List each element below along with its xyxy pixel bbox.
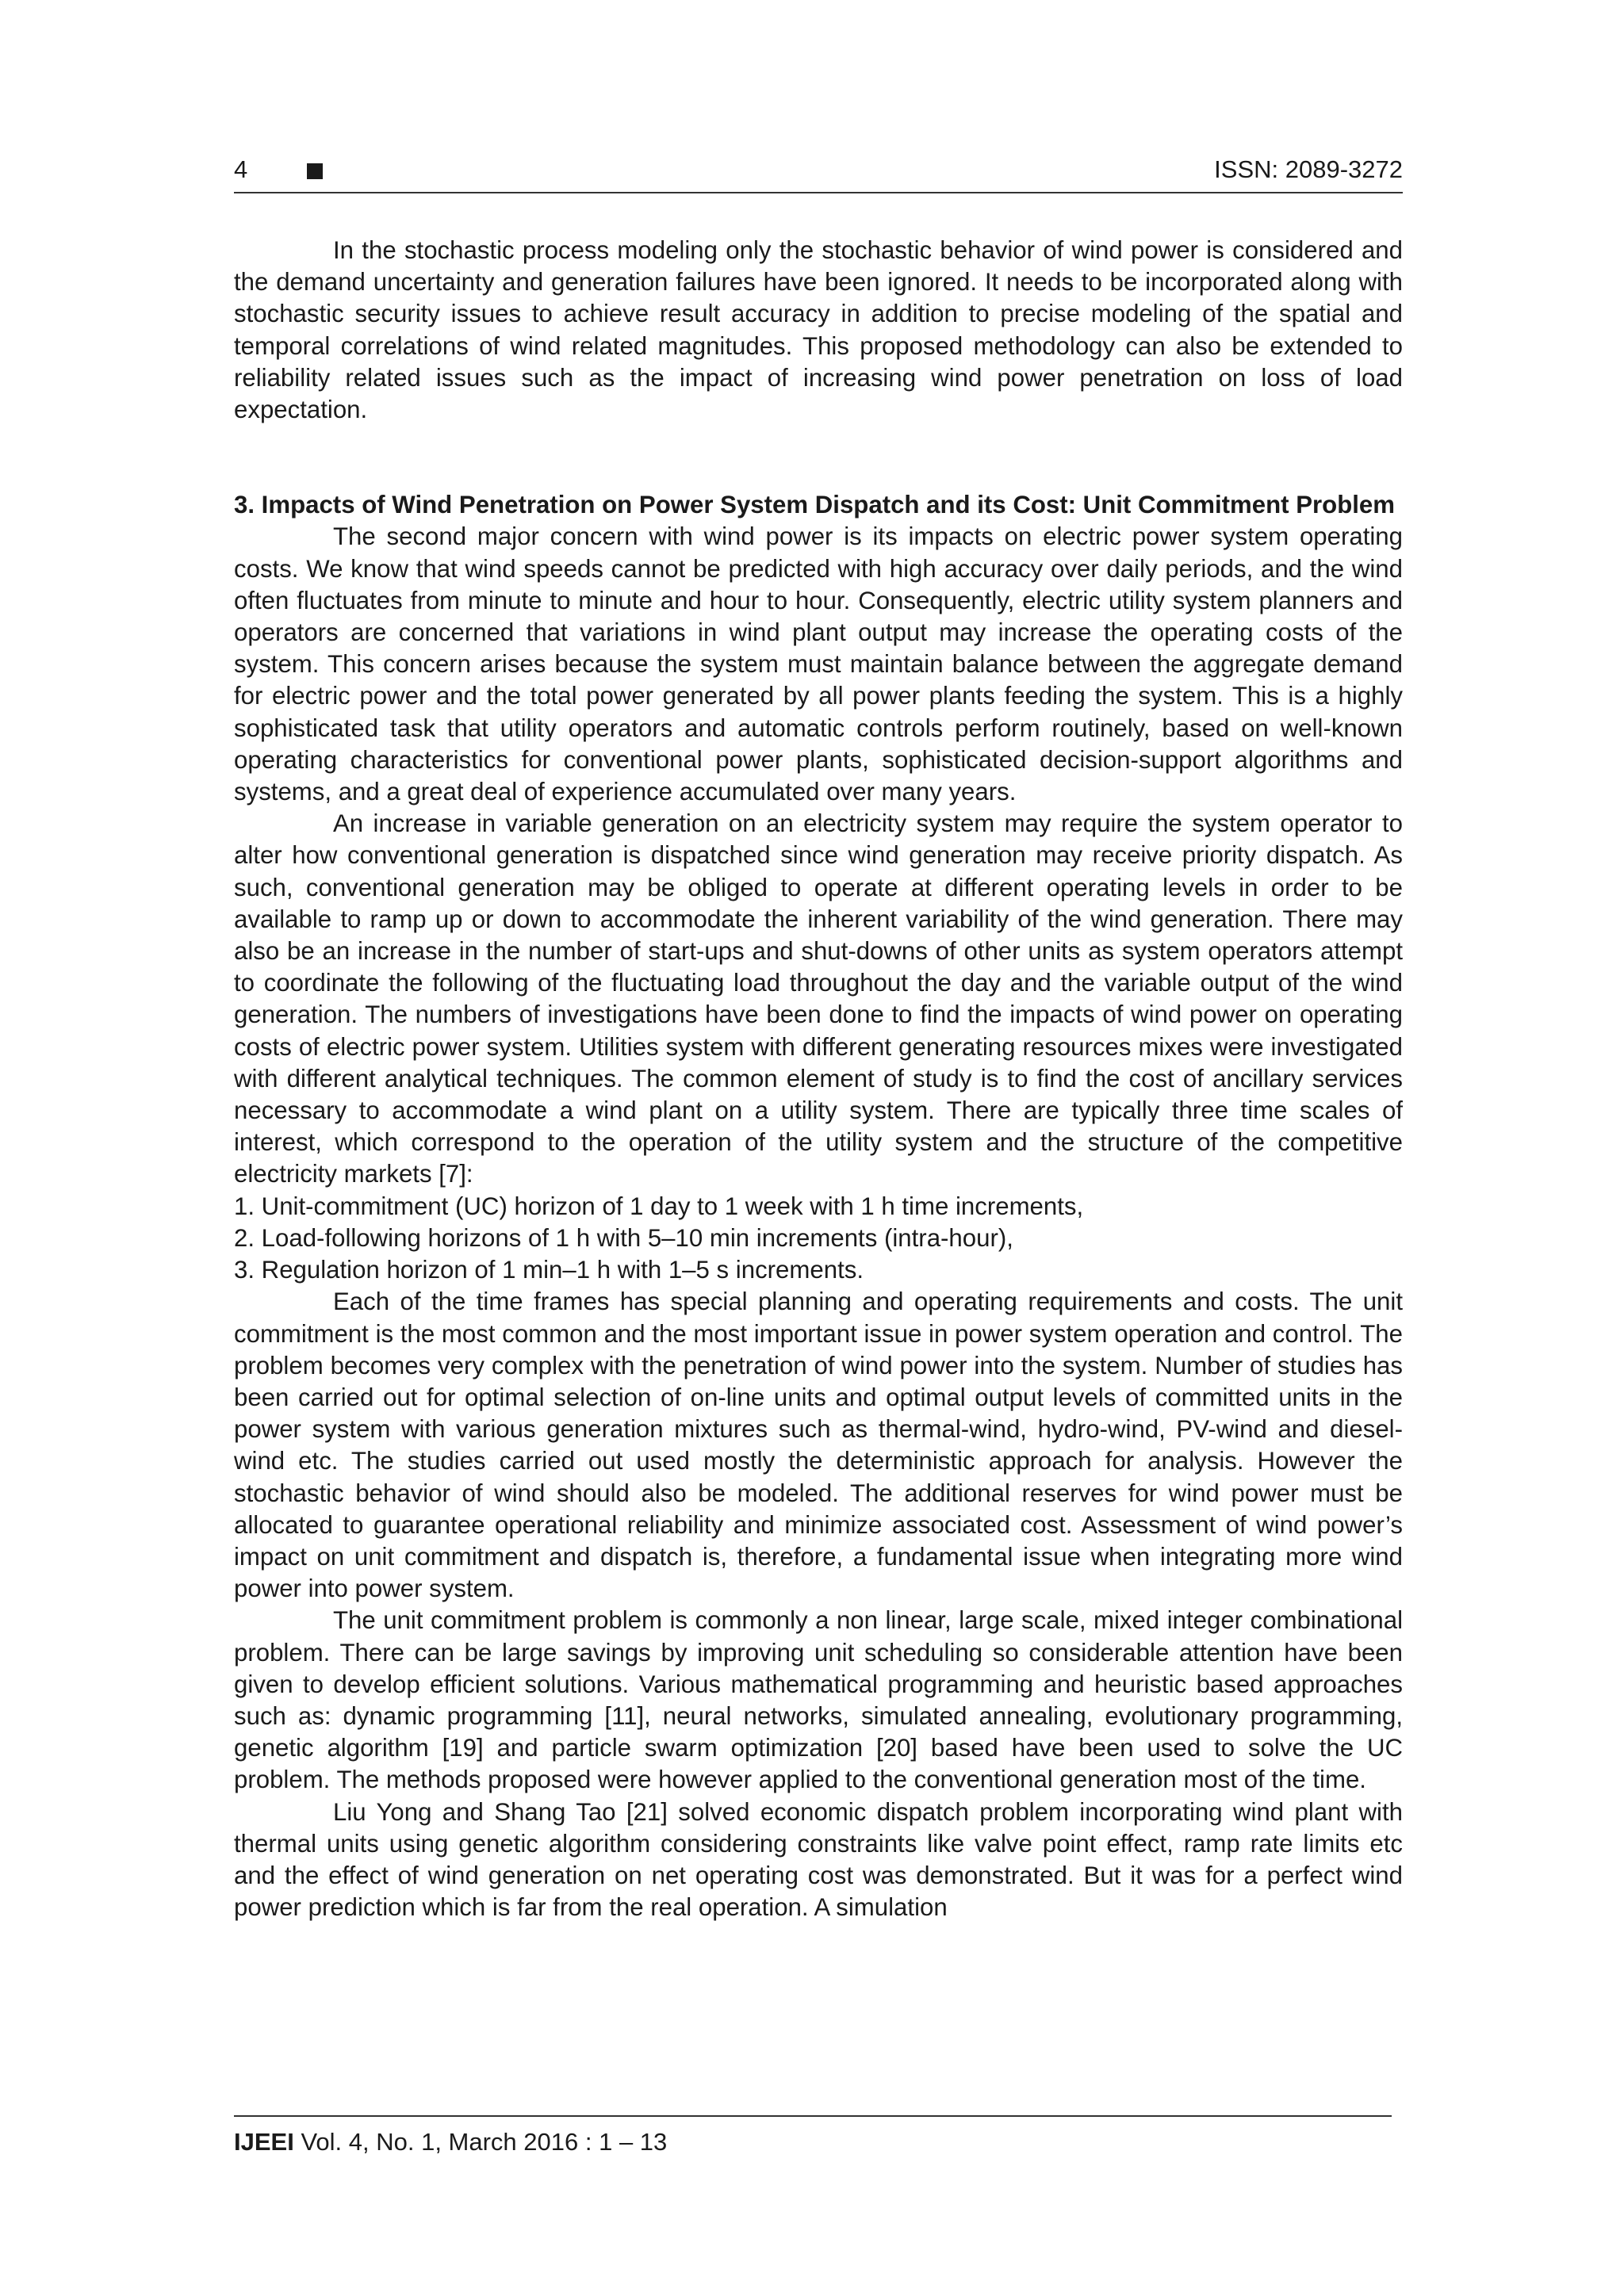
time-scales-list: [234, 1191, 1403, 1287]
section-heading: 3. Impacts of Wind Penetration on Power System Dispatch and its Cost: Unit Commitment Problem: [234, 491, 1396, 519]
issn-label: ISSN: 2089-3272: [1214, 155, 1403, 183]
page-footer: [234, 2115, 1392, 2156]
journal-citation: Vol. 4, No. 1, March 2016 : 1 – 13: [293, 2128, 668, 2156]
paragraph-variable-generation: An increase in variable generation on an electricity system may require the system operator to alter how conventional generation is dispatched since wind generation may receive priority dispatch. As such, conventional generation may be obliged to operate at different operating levels in order to be available to ramp up or down to accommodate the inherent variability of the wind generation. There may also be an increase in the number of start-ups and shut-downs of other units as system operators attempt to coordinate the following of the fluctuating load throughout the day and the variable output of the wind generation. The numbers of investigations have been done to find the impacts of wind power on operating costs of electric power system. Utilities system with different generating resources mixes were investigated with different analytical techniques. The common element of study is to find the cost of ancillary services necessary to accommodate a wind plant on a utility system. There are typically three time scales of interest, which correspond to the operation of the utility system and the structure of the competitive electricity markets [7]:: [234, 809, 1403, 1188]
paragraph-liu-yong: Liu Yong and Shang Tao [21] solved economic dispatch problem incorporating wind plant with thermal units using genetic algorithm considering constraints like valve point effect, ramp rate limits etc and the effect of wind generation on net operating cost was demonstrated. But it was for a perfect wind power prediction which is far from the real operation. A simulation: [234, 1797, 1403, 1922]
list-item: 2. Load-following horizons of 1 h with 5–10 min increments (intra-hour),: [234, 1223, 1013, 1252]
page-header: [234, 155, 1403, 193]
paragraph-time-frames: Each of the time frames has special planning and operating requirements and costs. The unit commitment is the most common and the most important issue in power system operation and control. The problem becomes very complex with the penetration of wind power into the system. Number of studies has been carried out for optimal selection of on-line units and optimal output levels of committed units in the power system with various generation mixtures such as thermal-wind, hydro-wind, PV-wind and diesel-wind etc. The studies carried out used mostly the deterministic approach for analysis. However the stochastic behavior of wind should also be modeled. The additional reserves for wind power must be allocated to guarantee operational reliability and minimize associated cost. Assessment of wind power’s impact on unit commitment and dispatch is, therefore, a fundamental issue when integrating more wind power into power system.: [234, 1288, 1403, 1603]
list-item: 1. Unit-commitment (UC) horizon of 1 day to 1 week with 1 h time increments,: [234, 1192, 1084, 1220]
paragraph-stochastic-modeling: In the stochastic process modeling only the stochastic behavior of wind power is considered and the demand uncertainty and generation failures have been ignored. It needs to be incorporated along with stochastic security issues to achieve result accuracy in addition to precise modeling of the spatial and temporal correlations of wind related magnitudes. This proposed methodology can also be extended to reliability related issues such as the impact of increasing wind power penetration on loss of load expectation.: [234, 236, 1403, 424]
square-bullet-icon: [307, 163, 323, 179]
paragraph-operating-costs: The second major concern with wind power is its impacts on electric power system operating costs. We know that wind speeds cannot be predicted with high accuracy over daily periods, and the wind often fluctuates from minute to minute and hour to hour. Consequently, electric utility system planners and operators are concerned that variations in wind plant output may increase the operating costs of the system. This concern arises because the system must maintain balance between the aggregate demand for electric power and the total power generated by all power plants feeding the system. This is a highly sophisticated task that utility operators and automatic controls perform routinely, based on well-known operating characteristics for conventional power plants, sophisticated decision-support algorithms and systems, and a great deal of experience accumulated over many years.: [234, 522, 1403, 806]
paragraph-unit-commitment-problem: The unit commitment problem is commonly a non linear, large scale, mixed integer combinational problem. There can be large savings by improving unit scheduling so considerable attention have been given to develop efficient solutions. Various mathematical programming and heuristic based approaches such as: dynamic programming [11], neural networks, simulated annealing, evolutionary programming, genetic algorithm [19] and particle swarm optimization [20] based have been used to solve the UC problem. The methods proposed were however applied to the conventional generation most of the time.: [234, 1606, 1403, 1794]
body-text: [234, 235, 1403, 1923]
list-item: 3. Regulation horizon of 1 min–1 h with 1–5 s increments.: [234, 1256, 864, 1284]
journal-name: IJEEI: [234, 2128, 294, 2156]
page-number: 4: [234, 155, 248, 183]
